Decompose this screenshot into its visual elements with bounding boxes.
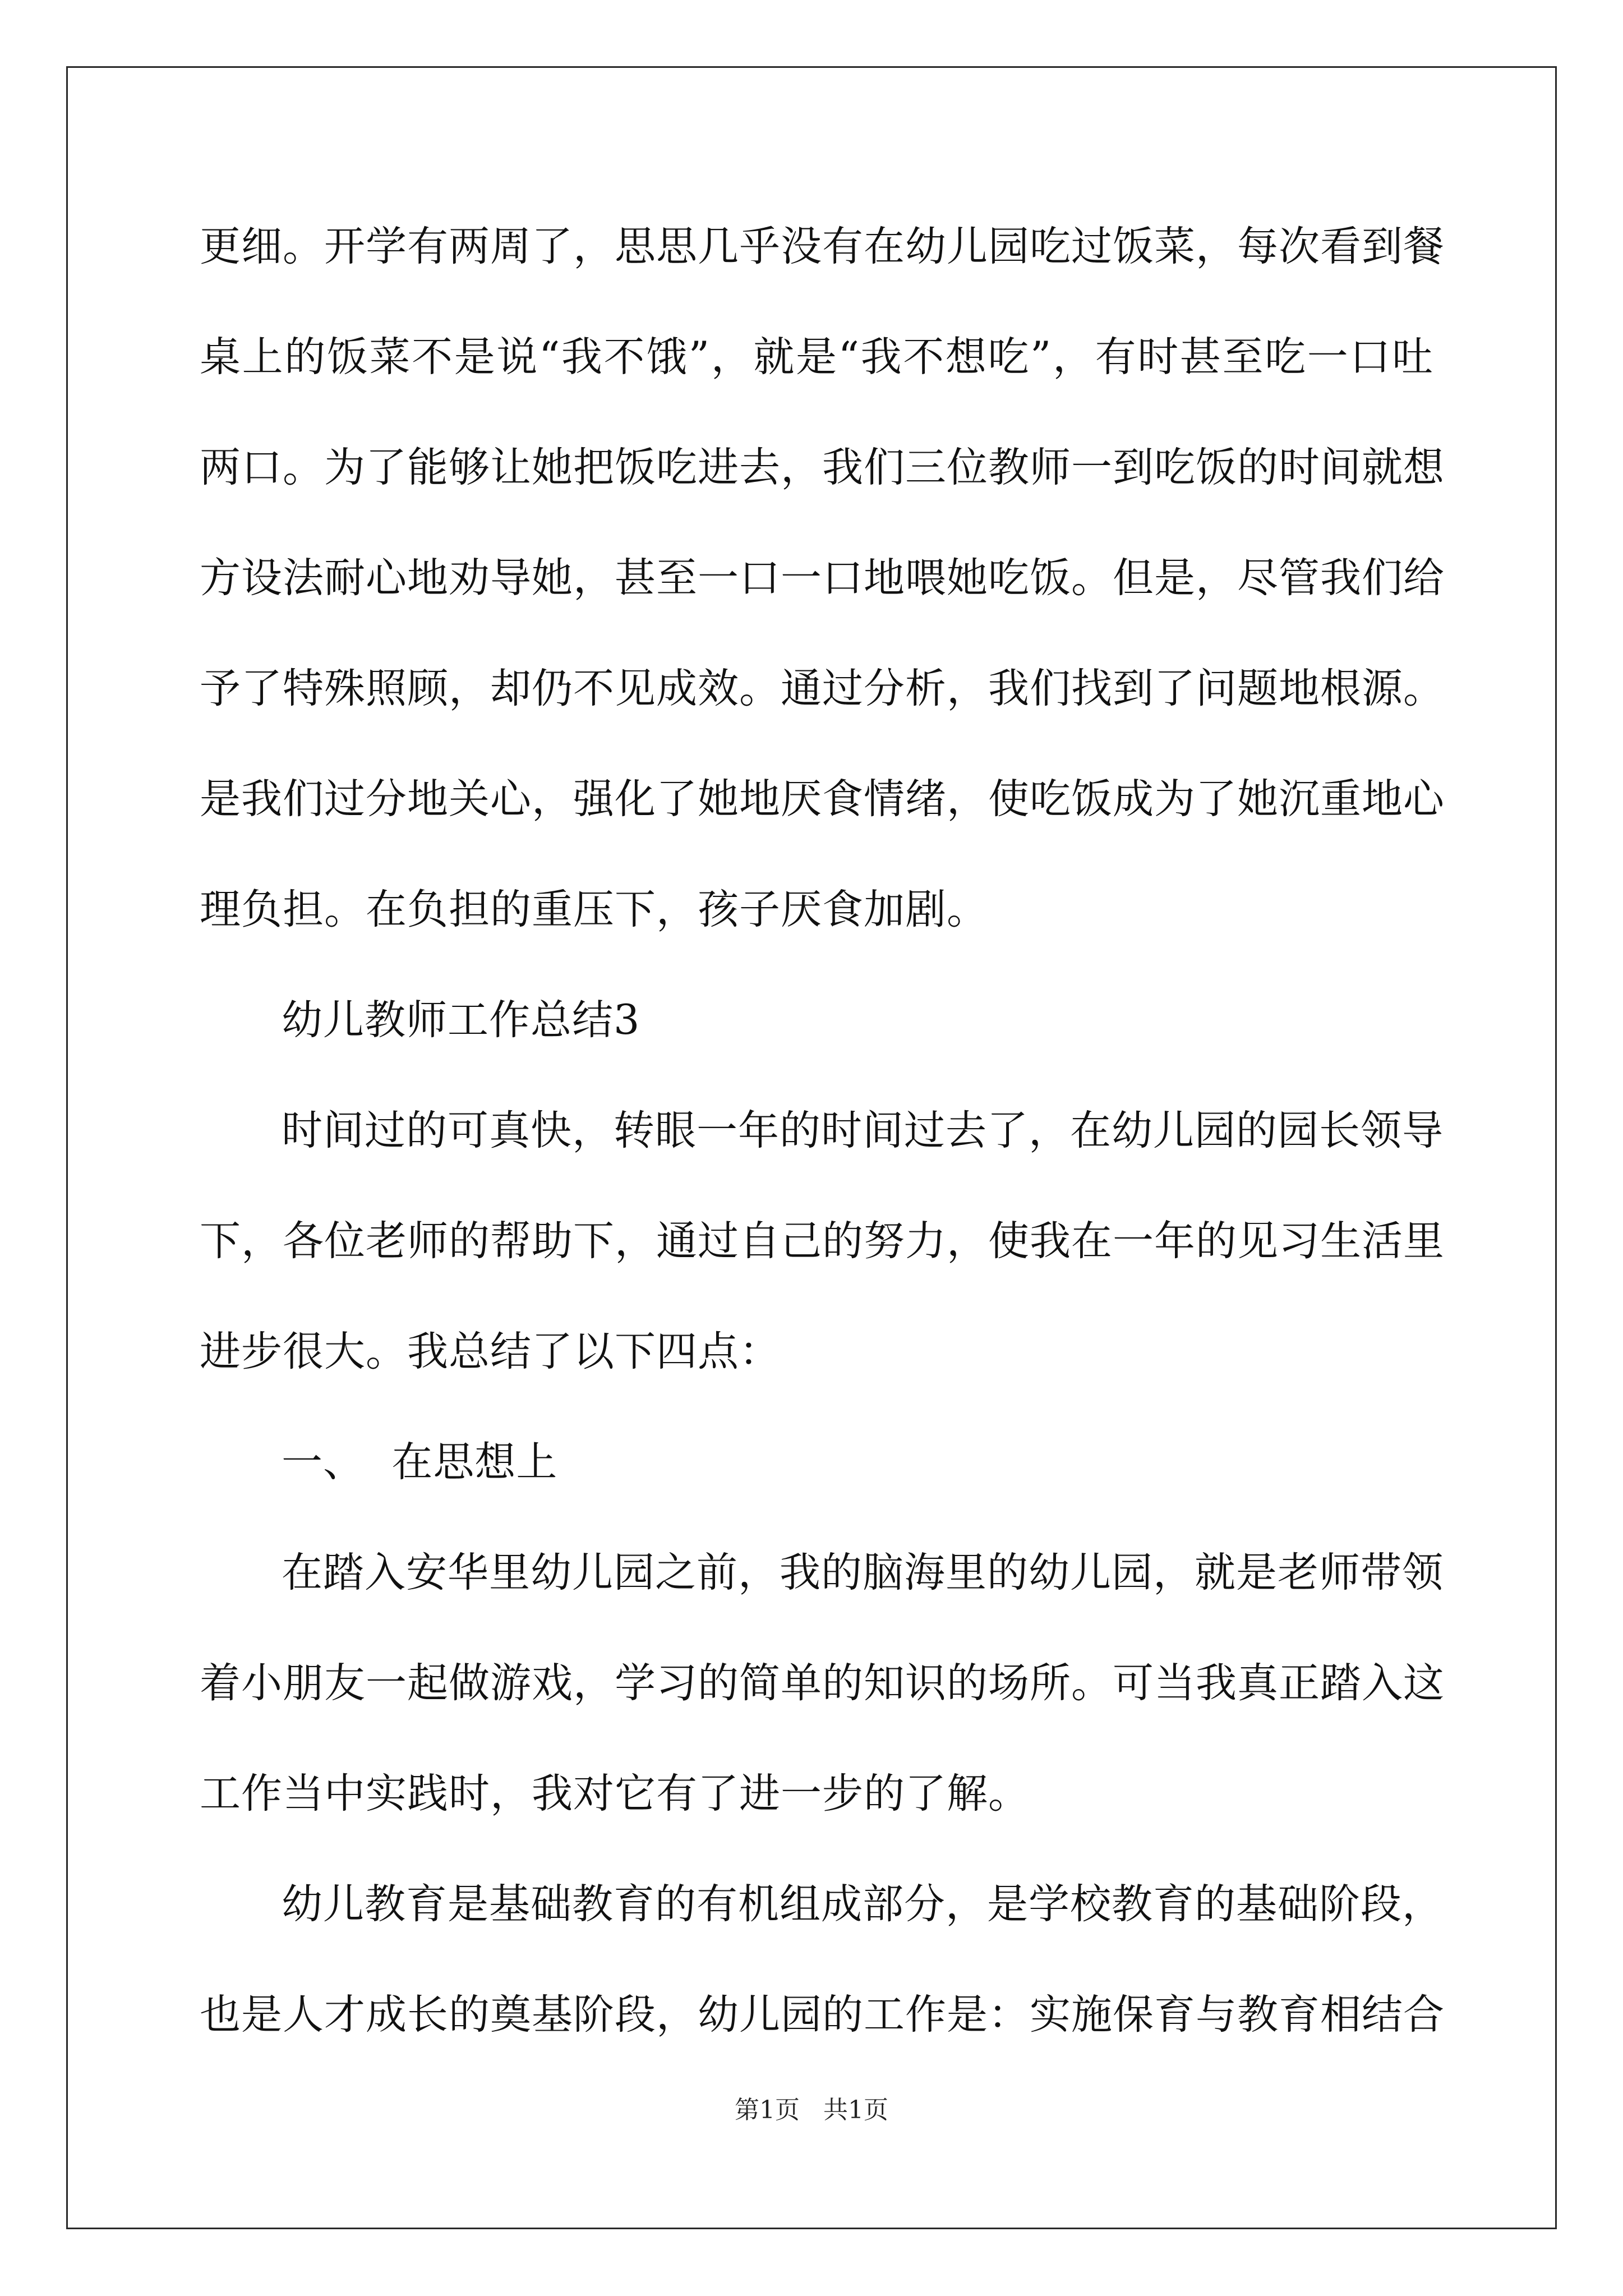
section-heading: 幼儿教师工作总结3 bbox=[282, 996, 640, 1044]
subsection-heading: 一、 在思想上 bbox=[282, 1438, 558, 1486]
text-line: 也是人才成长的奠基阶段，幼儿园的工作是：实施保育与教育相结合 bbox=[200, 1991, 1445, 2039]
text-line: 两口。为了能够让她把饭吃进去，我们三位教师一到吃饭的时间就想 bbox=[200, 444, 1445, 491]
paragraph-first-line: 时间过的可真快，转眼一年的时间过去了，在幼儿园的园长领导 bbox=[282, 1107, 1444, 1154]
text-line: 更细。开学有两周了，思思几乎没有在幼儿园吃过饭菜，每次看到餐 bbox=[200, 223, 1445, 270]
text-line: 予了特殊照顾，却仍不见成效。通过分析，我们找到了问题地根源。 bbox=[200, 665, 1445, 712]
text-line: 桌上的饭菜不是说“我不饿”，就是“我不想吃”，有时甚至吃一口吐 bbox=[200, 333, 1433, 381]
page-footer: 第1页 共1页 bbox=[735, 2096, 888, 2124]
text-line: 方设法耐心地劝导她，甚至一口一口地喂她吃饭。但是，尽管我们给 bbox=[200, 554, 1445, 602]
paragraph-first-line: 在踏入安华里幼儿园之前，我的脑海里的幼儿园，就是老师带领 bbox=[282, 1549, 1444, 1596]
text-line: 是我们过分地关心，强化了她地厌食情绪，使吃饭成为了她沉重地心 bbox=[200, 775, 1445, 823]
paragraph-first-line: 幼儿教育是基础教育的有机组成部分，是学校教育的基础阶段， bbox=[282, 1880, 1444, 1928]
text-line: 下，各位老师的帮助下，通过自己的努力，使我在一年的见习生活里 bbox=[200, 1217, 1445, 1265]
text-line: 工作当中实践时，我对它有了进一步的了解。 bbox=[200, 1770, 1030, 1818]
text-line: 理负担。在负担的重压下，孩子厌食加剧。 bbox=[200, 886, 988, 933]
text-line: 进步很大。我总结了以下四点： bbox=[200, 1328, 781, 1375]
text-line: 着小朋友一起做游戏，学习的简单的知识的场所。可当我真正踏入这 bbox=[200, 1659, 1445, 1707]
